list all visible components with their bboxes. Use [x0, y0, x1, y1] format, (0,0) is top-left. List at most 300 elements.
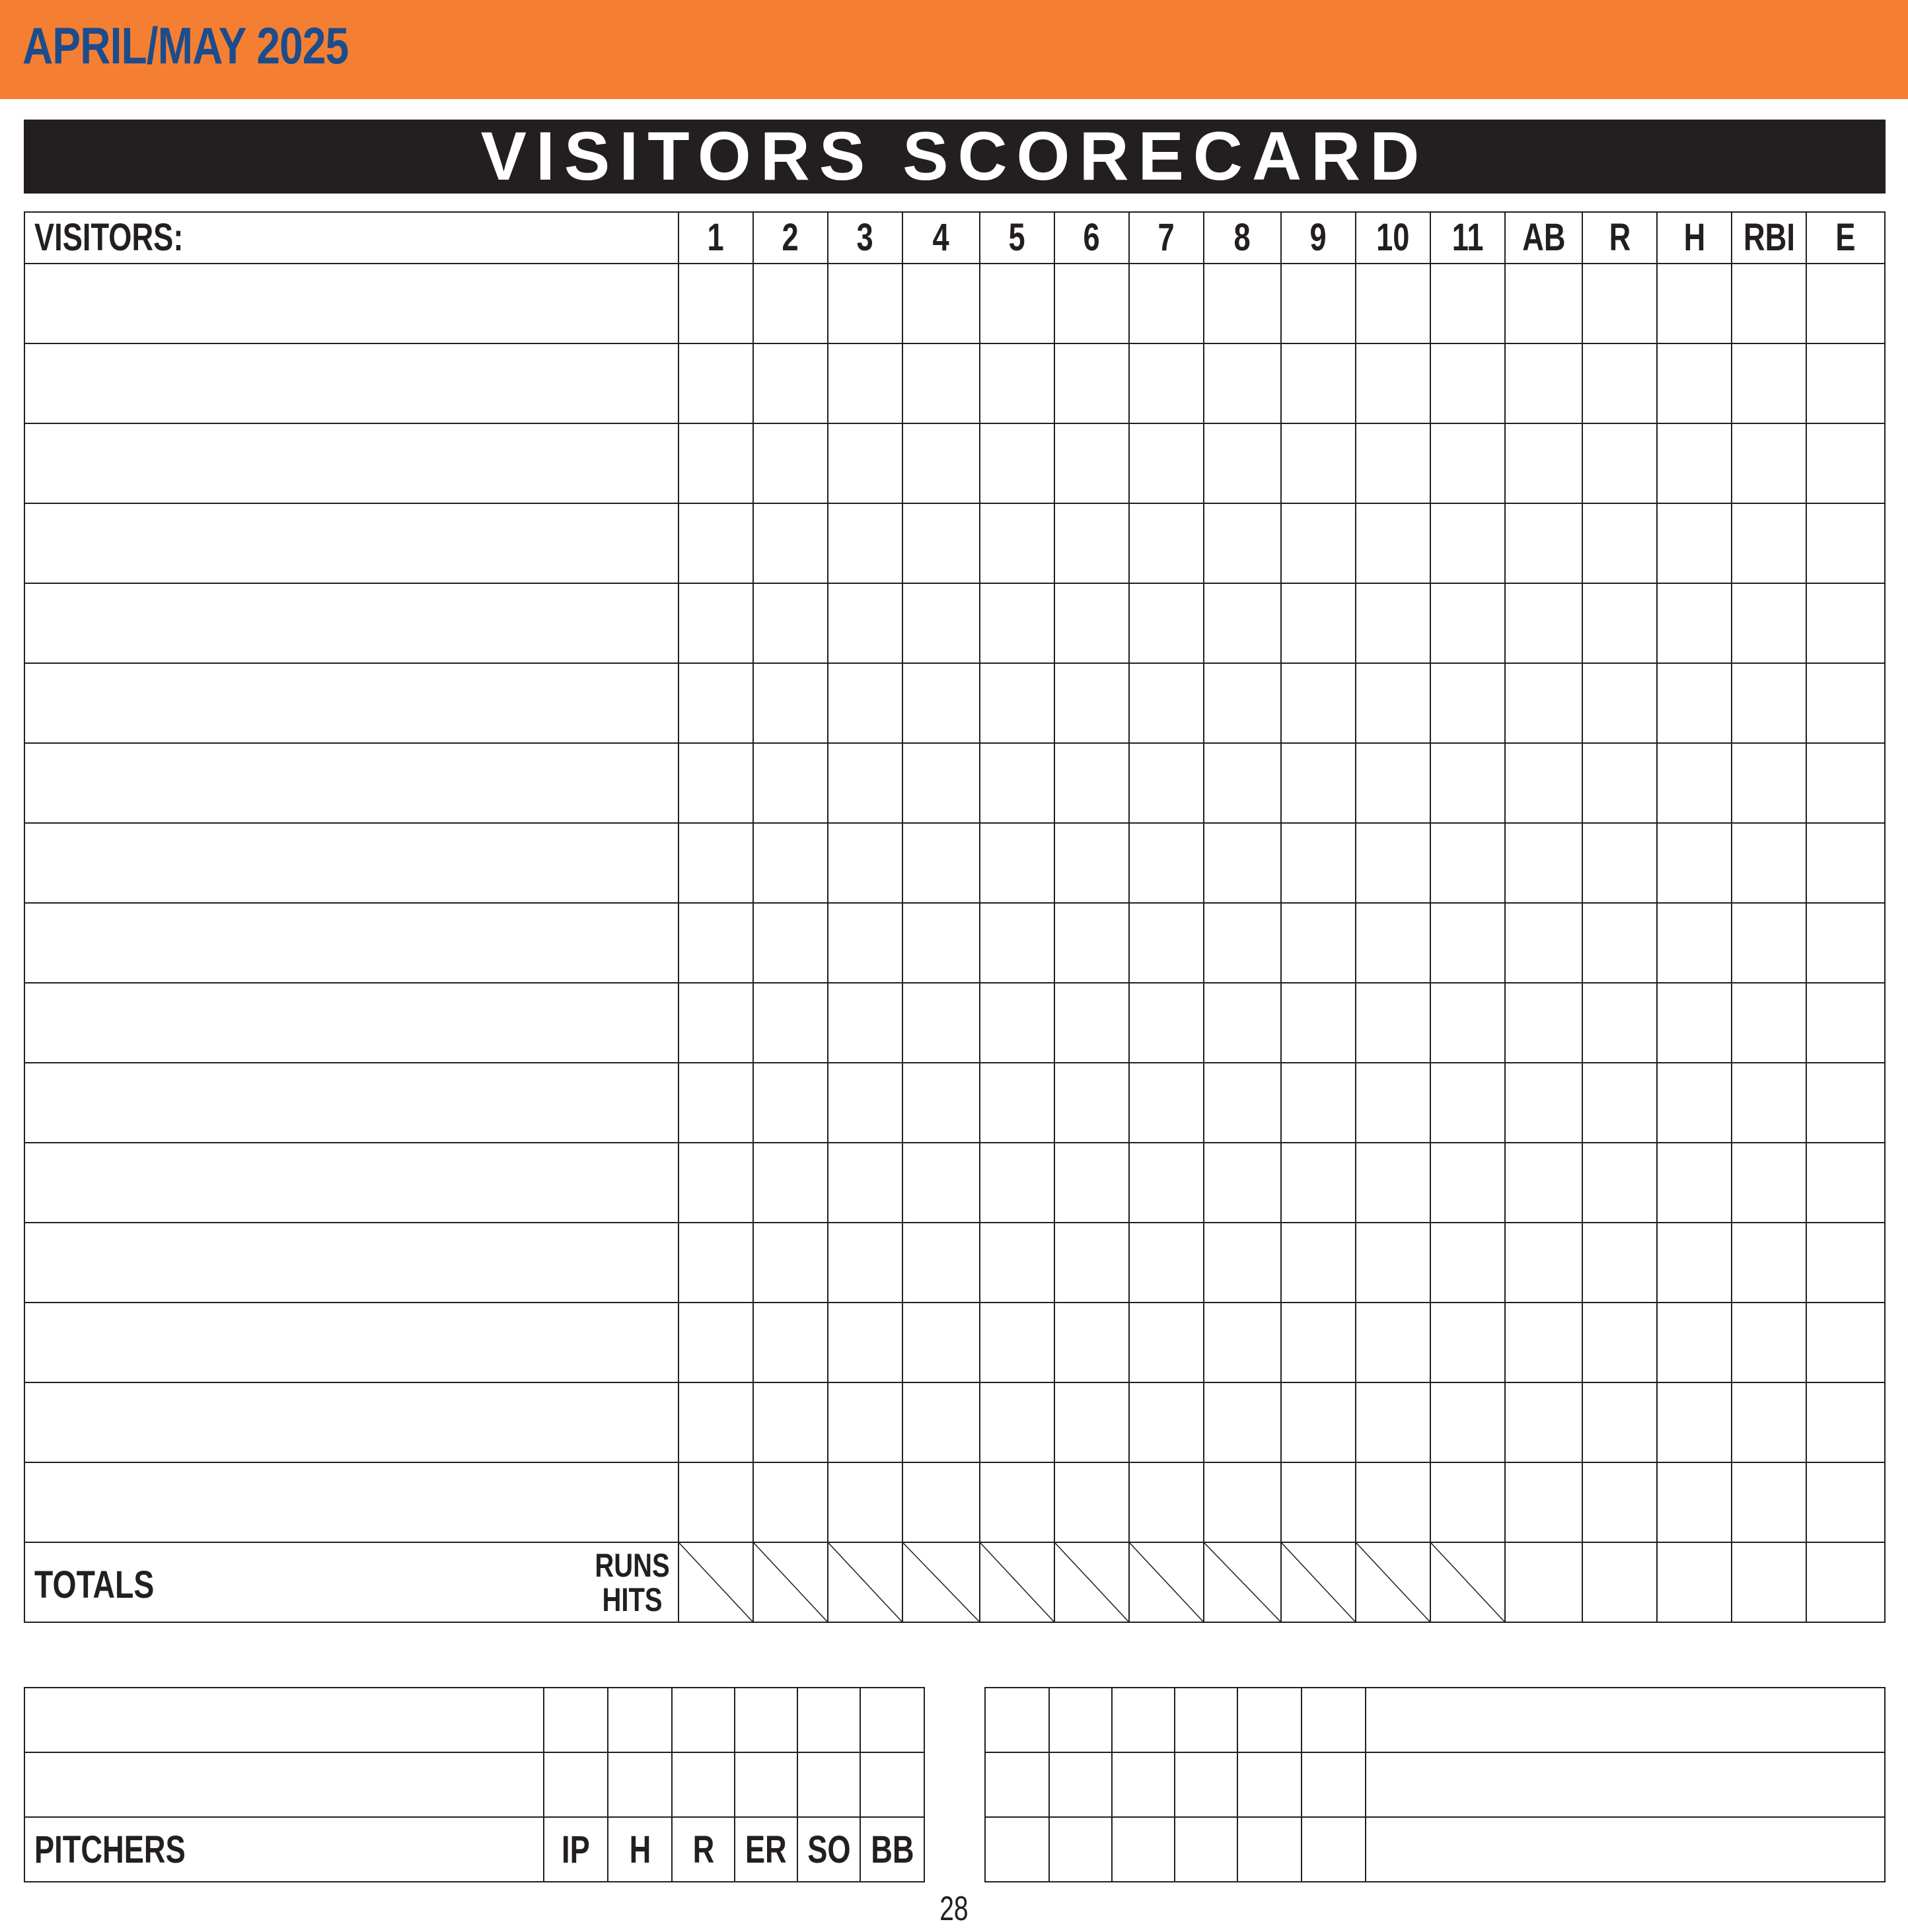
stat-cell[interactable]	[1582, 264, 1657, 343]
stat-cell[interactable]	[1657, 503, 1732, 583]
inning-cell[interactable]	[1430, 503, 1505, 583]
stat-cell[interactable]	[1806, 1382, 1885, 1462]
inning-cell[interactable]	[1356, 264, 1430, 343]
inning-cell[interactable]	[1281, 264, 1356, 343]
inning-cell[interactable]	[828, 983, 902, 1063]
stat-cell[interactable]	[1657, 1462, 1732, 1542]
totals-inning-cell[interactable]	[902, 1542, 980, 1622]
inning-cell[interactable]	[1129, 1462, 1204, 1542]
stat-cell[interactable]	[1806, 1223, 1885, 1303]
inning-cell[interactable]	[980, 1063, 1054, 1143]
totals-inning-cell[interactable]	[1281, 1542, 1356, 1622]
inning-cell[interactable]	[1281, 1462, 1356, 1542]
inning-cell[interactable]	[679, 1143, 753, 1223]
totals-stat-cell[interactable]	[1732, 1542, 1806, 1622]
notes-cell[interactable]	[1112, 1688, 1175, 1752]
inning-cell[interactable]	[980, 1382, 1054, 1462]
inning-cell[interactable]	[980, 983, 1054, 1063]
inning-cell[interactable]	[828, 663, 902, 743]
totals-inning-cell[interactable]	[753, 1542, 828, 1622]
inning-cell[interactable]	[902, 423, 980, 503]
batter-name-cell[interactable]	[24, 663, 679, 743]
stat-cell[interactable]	[1657, 983, 1732, 1063]
inning-cell[interactable]	[1430, 1303, 1505, 1382]
inning-cell[interactable]	[1054, 1063, 1129, 1143]
inning-cell[interactable]	[753, 1382, 828, 1462]
inning-cell[interactable]	[1129, 1063, 1204, 1143]
stat-cell[interactable]	[1806, 1063, 1885, 1143]
inning-cell[interactable]	[902, 343, 980, 423]
pitcher-stat-cell[interactable]	[797, 1752, 860, 1817]
inning-cell[interactable]	[902, 903, 980, 983]
pitcher-stat-cell[interactable]	[735, 1752, 797, 1817]
stat-cell[interactable]	[1505, 1462, 1582, 1542]
inning-cell[interactable]	[1054, 1223, 1129, 1303]
stat-cell[interactable]	[1657, 583, 1732, 663]
stat-cell[interactable]	[1582, 983, 1657, 1063]
pitcher-stat-cell[interactable]	[735, 1688, 797, 1752]
inning-cell[interactable]	[1356, 343, 1430, 423]
inning-cell[interactable]	[1356, 1063, 1430, 1143]
inning-cell[interactable]	[1204, 503, 1281, 583]
stat-cell[interactable]	[1732, 423, 1806, 503]
pitcher-stat-cell[interactable]	[672, 1688, 735, 1752]
inning-cell[interactable]	[1430, 983, 1505, 1063]
stat-cell[interactable]	[1582, 1303, 1657, 1382]
stat-cell[interactable]	[1657, 903, 1732, 983]
inning-cell[interactable]	[753, 1462, 828, 1542]
stat-cell[interactable]	[1732, 903, 1806, 983]
inning-cell[interactable]	[1129, 423, 1204, 503]
inning-cell[interactable]	[679, 1462, 753, 1542]
inning-cell[interactable]	[902, 1303, 980, 1382]
inning-cell[interactable]	[980, 503, 1054, 583]
inning-cell[interactable]	[902, 264, 980, 343]
inning-cell[interactable]	[679, 1223, 753, 1303]
inning-cell[interactable]	[1430, 1382, 1505, 1462]
inning-cell[interactable]	[1430, 343, 1505, 423]
inning-cell[interactable]	[1054, 663, 1129, 743]
inning-cell[interactable]	[1430, 823, 1505, 903]
stat-cell[interactable]	[1505, 343, 1582, 423]
inning-cell[interactable]	[753, 583, 828, 663]
inning-cell[interactable]	[1281, 1143, 1356, 1223]
stat-cell[interactable]	[1732, 1223, 1806, 1303]
stat-cell[interactable]	[1657, 663, 1732, 743]
stat-cell[interactable]	[1806, 264, 1885, 343]
inning-cell[interactable]	[828, 1303, 902, 1382]
inning-cell[interactable]	[679, 1063, 753, 1143]
notes-cell[interactable]	[985, 1752, 1049, 1817]
stat-cell[interactable]	[1657, 264, 1732, 343]
inning-cell[interactable]	[1430, 903, 1505, 983]
inning-cell[interactable]	[1054, 503, 1129, 583]
inning-cell[interactable]	[1054, 1303, 1129, 1382]
inning-cell[interactable]	[1356, 583, 1430, 663]
stat-cell[interactable]	[1582, 1382, 1657, 1462]
totals-inning-cell[interactable]	[1430, 1542, 1505, 1622]
inning-cell[interactable]	[980, 1462, 1054, 1542]
stat-cell[interactable]	[1806, 983, 1885, 1063]
inning-cell[interactable]	[1356, 983, 1430, 1063]
batter-name-cell[interactable]	[24, 1223, 679, 1303]
inning-cell[interactable]	[1356, 663, 1430, 743]
inning-cell[interactable]	[1204, 1382, 1281, 1462]
inning-cell[interactable]	[1430, 1063, 1505, 1143]
stat-cell[interactable]	[1806, 583, 1885, 663]
stat-cell[interactable]	[1806, 743, 1885, 823]
stat-cell[interactable]	[1806, 1303, 1885, 1382]
inning-cell[interactable]	[1204, 1462, 1281, 1542]
stat-cell[interactable]	[1657, 1303, 1732, 1382]
notes-cell[interactable]	[1302, 1688, 1366, 1752]
inning-cell[interactable]	[753, 423, 828, 503]
stat-cell[interactable]	[1505, 903, 1582, 983]
inning-cell[interactable]	[1356, 1143, 1430, 1223]
stat-cell[interactable]	[1806, 423, 1885, 503]
inning-cell[interactable]	[1129, 823, 1204, 903]
inning-cell[interactable]	[1356, 1303, 1430, 1382]
stat-cell[interactable]	[1505, 423, 1582, 503]
stat-cell[interactable]	[1657, 1223, 1732, 1303]
inning-cell[interactable]	[679, 1303, 753, 1382]
inning-cell[interactable]	[679, 663, 753, 743]
inning-cell[interactable]	[753, 503, 828, 583]
inning-cell[interactable]	[753, 1223, 828, 1303]
stat-cell[interactable]	[1505, 264, 1582, 343]
notes-cell[interactable]	[985, 1817, 1049, 1882]
notes-cell[interactable]	[1302, 1817, 1366, 1882]
pitcher-stat-cell[interactable]	[672, 1752, 735, 1817]
batter-name-cell[interactable]	[24, 903, 679, 983]
inning-cell[interactable]	[1204, 264, 1281, 343]
inning-cell[interactable]	[1281, 743, 1356, 823]
inning-cell[interactable]	[753, 903, 828, 983]
inning-cell[interactable]	[1430, 663, 1505, 743]
stat-cell[interactable]	[1732, 663, 1806, 743]
inning-cell[interactable]	[902, 983, 980, 1063]
inning-cell[interactable]	[902, 503, 980, 583]
inning-cell[interactable]	[828, 343, 902, 423]
inning-cell[interactable]	[1430, 264, 1505, 343]
totals-inning-cell[interactable]	[1204, 1542, 1281, 1622]
inning-cell[interactable]	[1054, 1462, 1129, 1542]
notes-cell[interactable]	[1049, 1752, 1112, 1817]
inning-cell[interactable]	[1129, 1223, 1204, 1303]
inning-cell[interactable]	[1281, 663, 1356, 743]
inning-cell[interactable]	[1054, 264, 1129, 343]
notes-cell[interactable]	[985, 1688, 1049, 1752]
notes-cell[interactable]	[1049, 1817, 1112, 1882]
inning-cell[interactable]	[828, 1143, 902, 1223]
stat-cell[interactable]	[1657, 423, 1732, 503]
stat-cell[interactable]	[1505, 743, 1582, 823]
pitcher-stat-cell[interactable]	[608, 1688, 672, 1752]
inning-cell[interactable]	[1204, 423, 1281, 503]
inning-cell[interactable]	[902, 1382, 980, 1462]
inning-cell[interactable]	[1054, 423, 1129, 503]
stat-cell[interactable]	[1806, 1462, 1885, 1542]
inning-cell[interactable]	[828, 423, 902, 503]
inning-cell[interactable]	[1204, 983, 1281, 1063]
stat-cell[interactable]	[1657, 743, 1732, 823]
inning-cell[interactable]	[1204, 1223, 1281, 1303]
pitcher-name-cell[interactable]	[24, 1688, 544, 1752]
inning-cell[interactable]	[1054, 743, 1129, 823]
inning-cell[interactable]	[902, 583, 980, 663]
inning-cell[interactable]	[1430, 423, 1505, 503]
stat-cell[interactable]	[1582, 1223, 1657, 1303]
pitcher-stat-cell[interactable]	[544, 1752, 608, 1817]
inning-cell[interactable]	[679, 264, 753, 343]
inning-cell[interactable]	[1281, 583, 1356, 663]
notes-cell[interactable]	[1237, 1817, 1302, 1882]
notes-wide-cell[interactable]	[1366, 1817, 1885, 1882]
inning-cell[interactable]	[1129, 983, 1204, 1063]
batter-name-cell[interactable]	[24, 1462, 679, 1542]
stat-cell[interactable]	[1806, 663, 1885, 743]
inning-cell[interactable]	[753, 983, 828, 1063]
batter-name-cell[interactable]	[24, 1063, 679, 1143]
notes-cell[interactable]	[1112, 1817, 1175, 1882]
inning-cell[interactable]	[1054, 903, 1129, 983]
stat-cell[interactable]	[1657, 1063, 1732, 1143]
inning-cell[interactable]	[980, 743, 1054, 823]
batter-name-cell[interactable]	[24, 1303, 679, 1382]
pitcher-stat-cell[interactable]	[797, 1688, 860, 1752]
stat-cell[interactable]	[1582, 503, 1657, 583]
inning-cell[interactable]	[753, 343, 828, 423]
batter-name-cell[interactable]	[24, 343, 679, 423]
inning-cell[interactable]	[828, 503, 902, 583]
inning-cell[interactable]	[902, 1223, 980, 1303]
batter-name-cell[interactable]	[24, 983, 679, 1063]
inning-cell[interactable]	[1129, 663, 1204, 743]
inning-cell[interactable]	[1204, 823, 1281, 903]
inning-cell[interactable]	[1204, 903, 1281, 983]
inning-cell[interactable]	[1281, 423, 1356, 503]
totals-inning-cell[interactable]	[1129, 1542, 1204, 1622]
notes-cell[interactable]	[1237, 1688, 1302, 1752]
stat-cell[interactable]	[1505, 1382, 1582, 1462]
totals-stat-cell[interactable]	[1657, 1542, 1732, 1622]
inning-cell[interactable]	[902, 743, 980, 823]
inning-cell[interactable]	[679, 1382, 753, 1462]
inning-cell[interactable]	[1204, 1143, 1281, 1223]
inning-cell[interactable]	[1281, 823, 1356, 903]
stat-cell[interactable]	[1732, 1063, 1806, 1143]
inning-cell[interactable]	[980, 343, 1054, 423]
inning-cell[interactable]	[1054, 983, 1129, 1063]
stat-cell[interactable]	[1582, 1143, 1657, 1223]
stat-cell[interactable]	[1582, 823, 1657, 903]
inning-cell[interactable]	[828, 903, 902, 983]
stat-cell[interactable]	[1732, 1303, 1806, 1382]
stat-cell[interactable]	[1732, 1143, 1806, 1223]
inning-cell[interactable]	[828, 1223, 902, 1303]
stat-cell[interactable]	[1732, 1462, 1806, 1542]
stat-cell[interactable]	[1732, 823, 1806, 903]
stat-cell[interactable]	[1582, 423, 1657, 503]
inning-cell[interactable]	[828, 743, 902, 823]
stat-cell[interactable]	[1582, 1063, 1657, 1143]
stat-cell[interactable]	[1582, 583, 1657, 663]
inning-cell[interactable]	[1204, 583, 1281, 663]
stat-cell[interactable]	[1657, 343, 1732, 423]
inning-cell[interactable]	[828, 583, 902, 663]
notes-cell[interactable]	[1112, 1752, 1175, 1817]
inning-cell[interactable]	[1281, 1382, 1356, 1462]
batter-name-cell[interactable]	[24, 583, 679, 663]
inning-cell[interactable]	[1204, 343, 1281, 423]
inning-cell[interactable]	[1129, 903, 1204, 983]
inning-cell[interactable]	[1281, 983, 1356, 1063]
inning-cell[interactable]	[1356, 1223, 1430, 1303]
notes-cell[interactable]	[1049, 1688, 1112, 1752]
stat-cell[interactable]	[1582, 743, 1657, 823]
inning-cell[interactable]	[902, 1063, 980, 1143]
inning-cell[interactable]	[1054, 1143, 1129, 1223]
inning-cell[interactable]	[679, 743, 753, 823]
pitcher-stat-cell[interactable]	[860, 1688, 924, 1752]
stat-cell[interactable]	[1806, 343, 1885, 423]
inning-cell[interactable]	[902, 1143, 980, 1223]
inning-cell[interactable]	[1129, 1143, 1204, 1223]
inning-cell[interactable]	[1281, 343, 1356, 423]
stat-cell[interactable]	[1505, 503, 1582, 583]
stat-cell[interactable]	[1505, 1223, 1582, 1303]
batter-name-cell[interactable]	[24, 264, 679, 343]
batter-name-cell[interactable]	[24, 743, 679, 823]
inning-cell[interactable]	[1281, 1303, 1356, 1382]
stat-cell[interactable]	[1582, 663, 1657, 743]
stat-cell[interactable]	[1582, 343, 1657, 423]
stat-cell[interactable]	[1582, 1462, 1657, 1542]
stat-cell[interactable]	[1657, 1143, 1732, 1223]
totals-stat-cell[interactable]	[1582, 1542, 1657, 1622]
inning-cell[interactable]	[1356, 503, 1430, 583]
batter-name-cell[interactable]	[24, 1382, 679, 1462]
inning-cell[interactable]	[679, 583, 753, 663]
stat-cell[interactable]	[1505, 1063, 1582, 1143]
stat-cell[interactable]	[1505, 823, 1582, 903]
notes-wide-cell[interactable]	[1366, 1752, 1885, 1817]
inning-cell[interactable]	[1356, 903, 1430, 983]
inning-cell[interactable]	[1054, 1382, 1129, 1462]
inning-cell[interactable]	[1281, 1063, 1356, 1143]
inning-cell[interactable]	[679, 423, 753, 503]
stat-cell[interactable]	[1806, 823, 1885, 903]
inning-cell[interactable]	[1054, 583, 1129, 663]
inning-cell[interactable]	[828, 1382, 902, 1462]
inning-cell[interactable]	[1430, 1143, 1505, 1223]
stat-cell[interactable]	[1732, 1382, 1806, 1462]
inning-cell[interactable]	[980, 1303, 1054, 1382]
inning-cell[interactable]	[1054, 343, 1129, 423]
stat-cell[interactable]	[1505, 583, 1582, 663]
stat-cell[interactable]	[1806, 1143, 1885, 1223]
stat-cell[interactable]	[1806, 903, 1885, 983]
inning-cell[interactable]	[980, 823, 1054, 903]
notes-wide-cell[interactable]	[1366, 1688, 1885, 1752]
inning-cell[interactable]	[753, 1143, 828, 1223]
stat-cell[interactable]	[1657, 1382, 1732, 1462]
totals-inning-cell[interactable]	[1054, 1542, 1129, 1622]
totals-stat-cell[interactable]	[1505, 1542, 1582, 1622]
stat-cell[interactable]	[1732, 983, 1806, 1063]
inning-cell[interactable]	[902, 663, 980, 743]
inning-cell[interactable]	[679, 503, 753, 583]
inning-cell[interactable]	[1129, 343, 1204, 423]
inning-cell[interactable]	[1281, 1223, 1356, 1303]
stat-cell[interactable]	[1582, 903, 1657, 983]
inning-cell[interactable]	[1430, 743, 1505, 823]
inning-cell[interactable]	[1129, 1303, 1204, 1382]
inning-cell[interactable]	[828, 1063, 902, 1143]
inning-cell[interactable]	[753, 264, 828, 343]
inning-cell[interactable]	[1129, 264, 1204, 343]
stat-cell[interactable]	[1806, 503, 1885, 583]
totals-inning-cell[interactable]	[679, 1542, 753, 1622]
inning-cell[interactable]	[1281, 903, 1356, 983]
inning-cell[interactable]	[980, 264, 1054, 343]
inning-cell[interactable]	[1430, 583, 1505, 663]
inning-cell[interactable]	[1204, 1303, 1281, 1382]
inning-cell[interactable]	[1430, 1223, 1505, 1303]
batter-name-cell[interactable]	[24, 503, 679, 583]
notes-cell[interactable]	[1302, 1752, 1366, 1817]
notes-cell[interactable]	[1175, 1688, 1237, 1752]
stat-cell[interactable]	[1732, 503, 1806, 583]
totals-inning-cell[interactable]	[980, 1542, 1054, 1622]
notes-cell[interactable]	[1237, 1752, 1302, 1817]
inning-cell[interactable]	[679, 903, 753, 983]
totals-inning-cell[interactable]	[1356, 1542, 1430, 1622]
inning-cell[interactable]	[1129, 583, 1204, 663]
inning-cell[interactable]	[980, 903, 1054, 983]
inning-cell[interactable]	[753, 1303, 828, 1382]
inning-cell[interactable]	[679, 343, 753, 423]
pitcher-name-cell[interactable]	[24, 1752, 544, 1817]
pitcher-stat-cell[interactable]	[608, 1752, 672, 1817]
inning-cell[interactable]	[753, 663, 828, 743]
batter-name-cell[interactable]	[24, 423, 679, 503]
stat-cell[interactable]	[1732, 583, 1806, 663]
inning-cell[interactable]	[980, 1223, 1054, 1303]
inning-cell[interactable]	[1430, 1462, 1505, 1542]
batter-name-cell[interactable]	[24, 823, 679, 903]
stat-cell[interactable]	[1732, 743, 1806, 823]
inning-cell[interactable]	[753, 823, 828, 903]
totals-stat-cell[interactable]	[1806, 1542, 1885, 1622]
inning-cell[interactable]	[679, 983, 753, 1063]
inning-cell[interactable]	[1356, 743, 1430, 823]
stat-cell[interactable]	[1505, 1303, 1582, 1382]
inning-cell[interactable]	[1129, 503, 1204, 583]
inning-cell[interactable]	[1356, 1462, 1430, 1542]
inning-cell[interactable]	[1356, 823, 1430, 903]
inning-cell[interactable]	[1204, 663, 1281, 743]
inning-cell[interactable]	[1129, 743, 1204, 823]
inning-cell[interactable]	[753, 743, 828, 823]
stat-cell[interactable]	[1505, 1143, 1582, 1223]
notes-cell[interactable]	[1175, 1817, 1237, 1882]
pitcher-stat-cell[interactable]	[544, 1688, 608, 1752]
inning-cell[interactable]	[828, 823, 902, 903]
inning-cell[interactable]	[980, 663, 1054, 743]
inning-cell[interactable]	[679, 823, 753, 903]
inning-cell[interactable]	[1204, 743, 1281, 823]
